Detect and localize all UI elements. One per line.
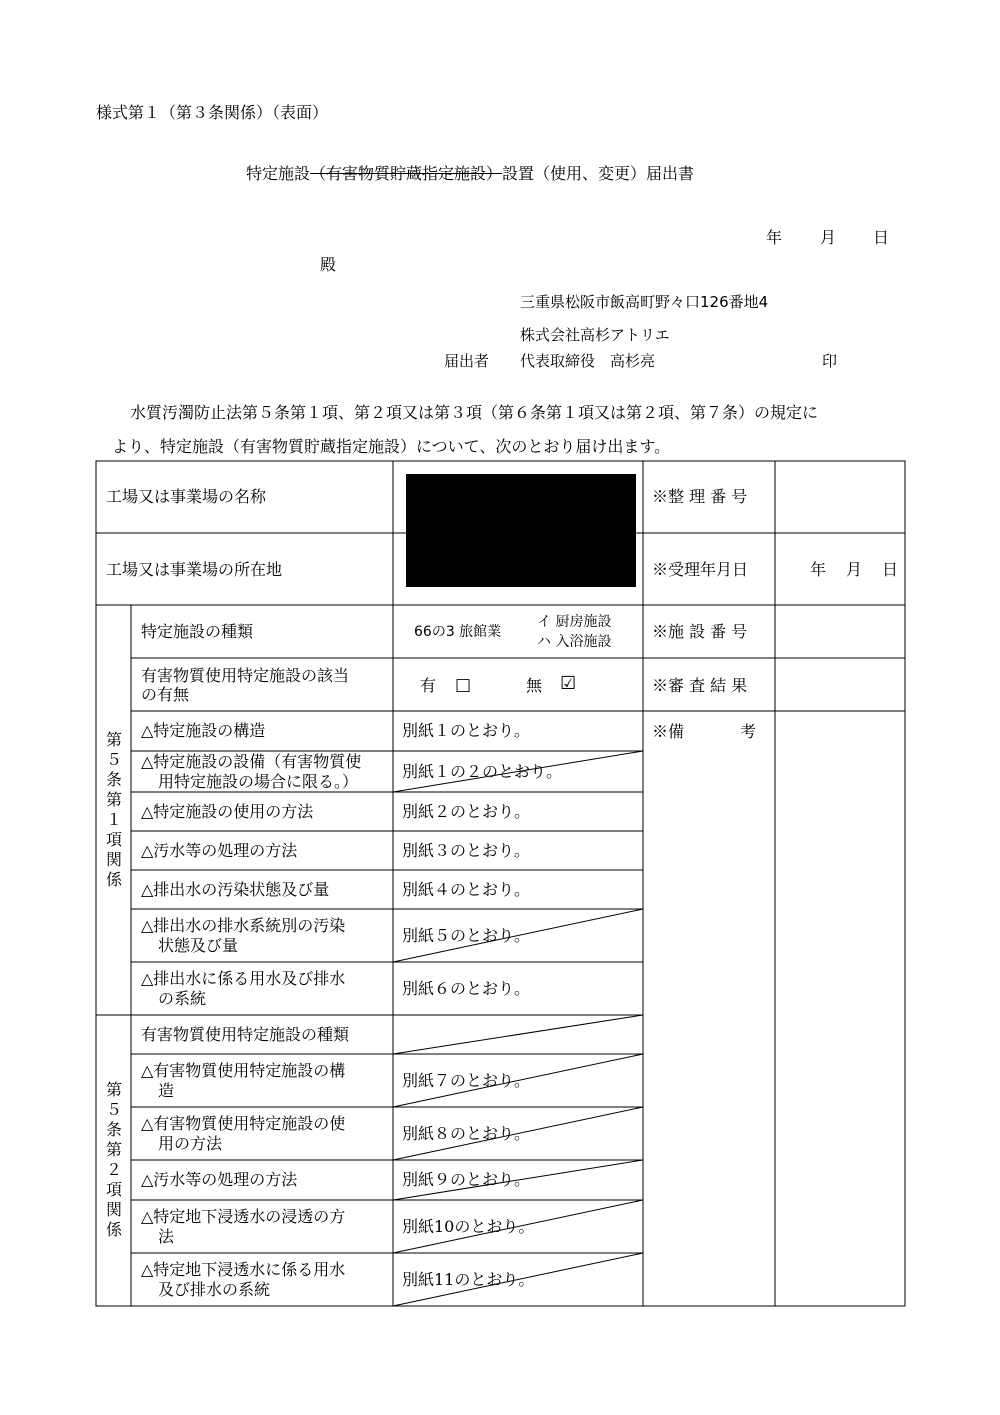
row-label: △排出水の汚染状態及び量 bbox=[141, 879, 330, 899]
factory-name-label: 工場又は事業場の名称 bbox=[106, 487, 267, 506]
row-value: 別紙６のとおり。 bbox=[402, 978, 531, 998]
date-month: 月 bbox=[820, 228, 837, 247]
section-label-char: 条 bbox=[105, 1120, 122, 1139]
seal-mark: 印 bbox=[822, 352, 838, 370]
title-part1: 特定施設 bbox=[246, 164, 311, 183]
intro-line-2: より、特定施設（有害物質貯蔵指定施設）について、次のとおり届け出ます。 bbox=[112, 437, 671, 456]
receipt-year: 年 bbox=[810, 560, 827, 579]
row-value: 別紙３のとおり。 bbox=[402, 840, 531, 860]
section-label-char: 第 bbox=[105, 730, 122, 749]
section-label-article5-2 bbox=[104, 1080, 124, 1240]
section-label-char: 関 bbox=[105, 850, 122, 869]
facility-type-line1: イ 厨房施設 bbox=[537, 614, 612, 630]
facility-type-line2: ハ 入浴施設 bbox=[537, 634, 612, 650]
no-label: 無 bbox=[526, 676, 543, 695]
section-label-char: ５ bbox=[105, 1100, 122, 1119]
row-label: △特定地下浸透水の浸透の方 bbox=[141, 1206, 346, 1226]
row-value: 別紙８のとおり。 bbox=[402, 1123, 531, 1143]
notifier-representative: 代表取締役 高杉亮 bbox=[520, 352, 656, 370]
date-day: 日 bbox=[873, 228, 890, 247]
section-label-char: ５ bbox=[105, 750, 122, 769]
addressee-suffix: 殿 bbox=[320, 255, 337, 274]
facility-no-label: ※施 設 番 号 bbox=[652, 622, 748, 641]
row-value: 別紙10のとおり。 bbox=[402, 1216, 535, 1236]
diagonal-strike bbox=[393, 1015, 643, 1054]
section-label-char: ２ bbox=[105, 1160, 122, 1179]
row-label: △有害物質使用特定施設の構 bbox=[141, 1060, 346, 1080]
row-label: △特定地下浸透水に係る用水 bbox=[141, 1259, 346, 1279]
section-label-char: 係 bbox=[105, 870, 122, 889]
no-checkbox-checked: ☑ bbox=[560, 673, 577, 694]
section-label-article5-1 bbox=[104, 730, 124, 890]
row-label-continued: 造 bbox=[158, 1080, 175, 1100]
reference-no-label: ※整 理 番 号 bbox=[652, 487, 748, 506]
review-result-label: ※審 査 結 果 bbox=[652, 676, 748, 695]
section-label-char: 第 bbox=[105, 790, 122, 809]
row-label-continued: 用の方法 bbox=[158, 1133, 223, 1153]
remarks-label-1: ※備 bbox=[652, 722, 685, 741]
row-value: 別紙２のとおり。 bbox=[402, 801, 531, 821]
section-label-char: 条 bbox=[105, 770, 122, 789]
form-number: 様式第１（第３条関係）（表面） bbox=[96, 103, 329, 122]
row-label-continued: 用特定施設の場合に限る。） bbox=[158, 771, 359, 791]
row-value: 別紙９のとおり。 bbox=[402, 1170, 531, 1189]
section-label-char: 第 bbox=[105, 1080, 122, 1099]
notifier-company: 株式会社高杉アトリエ bbox=[520, 326, 670, 344]
date-year: 年 bbox=[766, 228, 783, 247]
title-part3: 設置（使用、変更）届出書 bbox=[502, 164, 695, 183]
section-label-char: 項 bbox=[105, 830, 122, 849]
row-label: △特定施設の設備（有害物質使 bbox=[141, 751, 362, 771]
facility-type-code: 66の3 旅館業 bbox=[414, 624, 502, 640]
notifier-label: 届出者 bbox=[444, 352, 490, 370]
row-label: △特定施設の構造 bbox=[141, 721, 266, 740]
row-label: △排出水に係る用水及び排水 bbox=[141, 968, 346, 988]
notifier-address: 三重県松阪市飯高町野々口126番地4 bbox=[520, 293, 769, 311]
row-label: △汚水等の処理の方法 bbox=[141, 1170, 298, 1189]
intro-line-1: 水質汚濁防止法第５条第１項、第２項又は第３項（第６条第１項又は第２項、第７条）の規定に bbox=[130, 403, 819, 422]
row-value: 別紙11のとおり。 bbox=[402, 1269, 535, 1289]
receipt-date-label: ※受理年月日 bbox=[652, 560, 749, 579]
row-value: 別紙５のとおり。 bbox=[402, 925, 531, 945]
section-label-char: 係 bbox=[105, 1220, 122, 1239]
receipt-day: 日 bbox=[882, 560, 899, 579]
row-label-continued: 法 bbox=[158, 1226, 175, 1246]
row-label-continued: の系統 bbox=[158, 988, 207, 1008]
row-label: 有害物質使用特定施設の種類 bbox=[141, 1024, 350, 1044]
hazardous-applicable-label-1: 有害物質使用特定施設の該当 bbox=[141, 666, 350, 685]
row-value: 別紙７のとおり。 bbox=[402, 1070, 531, 1090]
section-label-char: 項 bbox=[105, 1180, 122, 1199]
yes-checkbox: □ bbox=[455, 675, 472, 695]
title-struck-part: （有害物質貯蔵指定施設） bbox=[310, 164, 503, 183]
row-label: △排出水の排水系統別の汚染 bbox=[141, 915, 346, 935]
row-label: △有害物質使用特定施設の使 bbox=[141, 1113, 346, 1133]
section-label-char: １ bbox=[105, 810, 122, 829]
row-value: 別紙１の２のとおり。 bbox=[402, 761, 563, 781]
row-value: 別紙１のとおり。 bbox=[402, 721, 531, 740]
row-label-continued: 状態及び量 bbox=[158, 935, 239, 955]
yes-label: 有 bbox=[420, 676, 437, 695]
section-label-char: 第 bbox=[105, 1140, 122, 1159]
facility-type-label: 特定施設の種類 bbox=[141, 622, 254, 641]
redacted-block bbox=[406, 474, 636, 587]
row-label-continued: 及び排水の系統 bbox=[158, 1279, 271, 1299]
row-label: △汚水等の処理の方法 bbox=[141, 840, 298, 860]
section-label-char: 関 bbox=[105, 1200, 122, 1219]
row-value: 別紙４のとおり。 bbox=[402, 879, 531, 899]
remarks-label-2: 考 bbox=[740, 722, 757, 741]
factory-address-label: 工場又は事業場の所在地 bbox=[106, 560, 283, 579]
hazardous-applicable-label-2: の有無 bbox=[141, 685, 190, 704]
row-label: △特定施設の使用の方法 bbox=[141, 801, 314, 821]
receipt-month: 月 bbox=[846, 560, 863, 579]
